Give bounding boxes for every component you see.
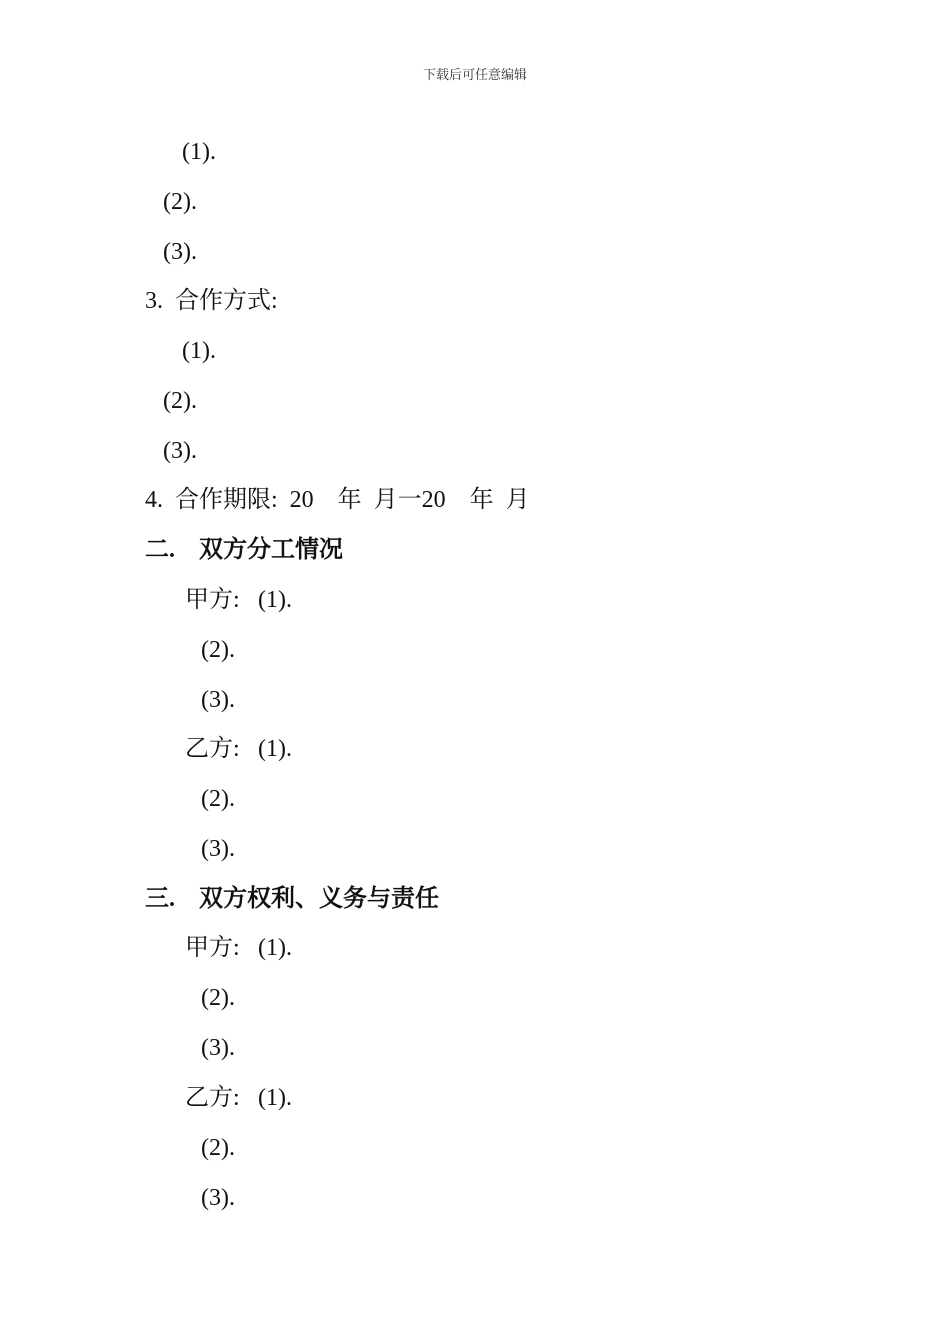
list-item: (3). <box>201 1185 235 1211</box>
list-item: (3). <box>201 1035 235 1061</box>
list-item: (2). <box>163 388 197 414</box>
list-item: (2). <box>163 189 197 215</box>
list-item: (3). <box>163 239 197 265</box>
party-b-label: 乙方: <box>185 1085 240 1111</box>
list-item: (2). <box>201 985 235 1011</box>
list-item: (3). <box>201 687 235 713</box>
page-header: 下载后可任意编辑 <box>422 67 527 82</box>
list-item: (1). <box>258 935 292 961</box>
list-item: (1). <box>258 1085 292 1111</box>
list-item: (3). <box>201 836 235 862</box>
party-b-label: 乙方: <box>185 736 240 762</box>
list-item: (1). <box>258 736 292 762</box>
list-item: (1). <box>258 587 292 613</box>
party-a-label: 甲方: <box>185 587 240 613</box>
list-item: (2). <box>201 786 235 812</box>
section-heading-rights: 三. 双方权利、义务与责任 <box>145 886 439 912</box>
list-item: (2). <box>201 637 235 663</box>
list-item: (3). <box>163 438 197 464</box>
list-item: (1). <box>182 139 216 165</box>
cooperation-method-label: 3. 合作方式: <box>145 288 278 314</box>
section-heading-division: 二. 双方分工情况 <box>145 537 343 563</box>
list-item: (1). <box>182 338 216 364</box>
cooperation-period-label: 4. 合作期限: 20 年 月一20 年 月 <box>145 487 530 513</box>
party-a-label: 甲方: <box>185 935 240 961</box>
list-item: (2). <box>201 1135 235 1161</box>
